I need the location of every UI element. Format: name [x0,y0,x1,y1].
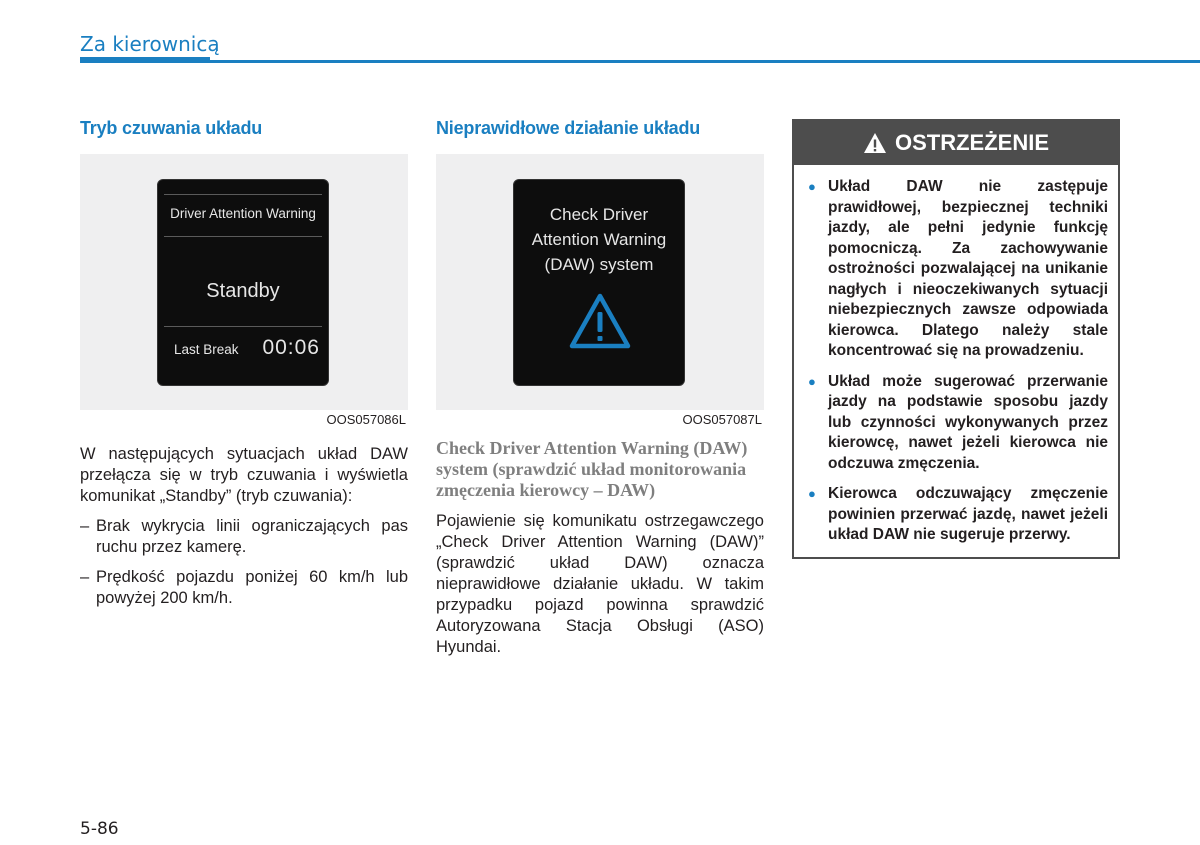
list-item-text: Brak wykrycia linii ograniczających pas ruchu przez kamerę. [96,517,408,556]
warning-box [792,119,1120,559]
warning-item [806,372,1108,475]
cluster-display-standby [157,179,329,386]
warning-title: OSTRZEŻENIE [894,130,1049,155]
warning-item [806,484,1108,546]
bullet-marker: ● [808,373,816,389]
dash-marker: – [80,568,90,586]
standby-paragraph: W następujących sytuacjach układ DAW przełącza się w tryb czuwania i wyświetla komunikat „Standby” (tryb czuwania): [80,445,408,505]
display-status: Standby [206,280,280,302]
display-message [514,202,684,277]
display-title: Driver Attention Warning [170,206,316,221]
page-number: 5-86 [80,819,119,839]
list-item [80,567,408,609]
list-item-text: Prędkość pojazdu poniżej 60 km/h lub powyżej 200 km/h. [96,568,408,607]
malfunction-paragraph: Pojawienie się komunikatu ostrzegawczego „Check Driver Attention Warning (DAW)” (sprawdzić układ DAW) oznacza nieprawidłowe działanie układu. W takim przypadku pojazd powinna sprawdzić Autoryzowana Stacja Obsługi (ASO) Hyundai. [436,512,764,656]
warning-item-text: Układ może sugerować przerwanie jazdy na podstawie sposobu jazdy lub czynności wykonywanych przez kierowcę, nawet jeżeli kierowca nie odczuwa zmęczenia. [828,372,1108,472]
warning-triangle-icon [863,132,887,154]
left-column [80,116,408,609]
last-break-label: Last Break [174,342,239,357]
warning-header [794,121,1118,165]
cluster-display-check [513,179,685,386]
malfunction-figure [436,154,764,427]
section-title: Za kierownicą [80,32,220,56]
warning-item [806,177,1108,362]
bullet-marker: ● [808,486,816,501]
middle-column [436,116,764,658]
header-divider [80,60,1200,63]
last-break-value: 00:06 [262,336,320,359]
list-item [80,516,408,558]
standby-heading: Tryb czuwania układu [80,118,263,138]
standby-figure [80,154,408,427]
display-divider [164,236,322,237]
warning-triangle-icon [568,292,632,350]
malfunction-heading: Nieprawidłowe działanie układu [436,118,701,138]
display-line: Check Driver [549,205,649,224]
display-line: Attention Warning [531,230,667,249]
display-line: (DAW) system [544,255,654,274]
display-divider [164,194,322,195]
check-daw-subheading: Check Driver Attention Warning (DAW) system (sprawdzić układ monitorowania zmęczenia kierowcy – DAW) [436,438,748,500]
figure-code: OOS057087L [682,412,762,427]
warning-item-text: Kierowca odczuwający zmęczenie powinien przerwać jazdę, nawet jeżeli układ DAW nie sugeruje przerwy. [828,485,1108,543]
warning-item-text: Układ DAW nie zastępuje prawidłowej, bezpiecznej techniki jazdy, ale pełni jedynie funkcję pomocniczą. Za zachowywanie ostrożności pozwalającej na unikanie nagłych i nieoczekiwanych sytuacji niebezpiecznych zawsze odpowiada kierowca. Dlatego należy stale koncentrować się na prowadzeniu. [828,178,1108,359]
figure-code: OOS057086L [326,412,406,427]
warning-list [794,165,1118,546]
display-divider [164,326,322,327]
dash-marker: – [80,517,90,535]
bullet-marker: ● [808,179,816,194]
